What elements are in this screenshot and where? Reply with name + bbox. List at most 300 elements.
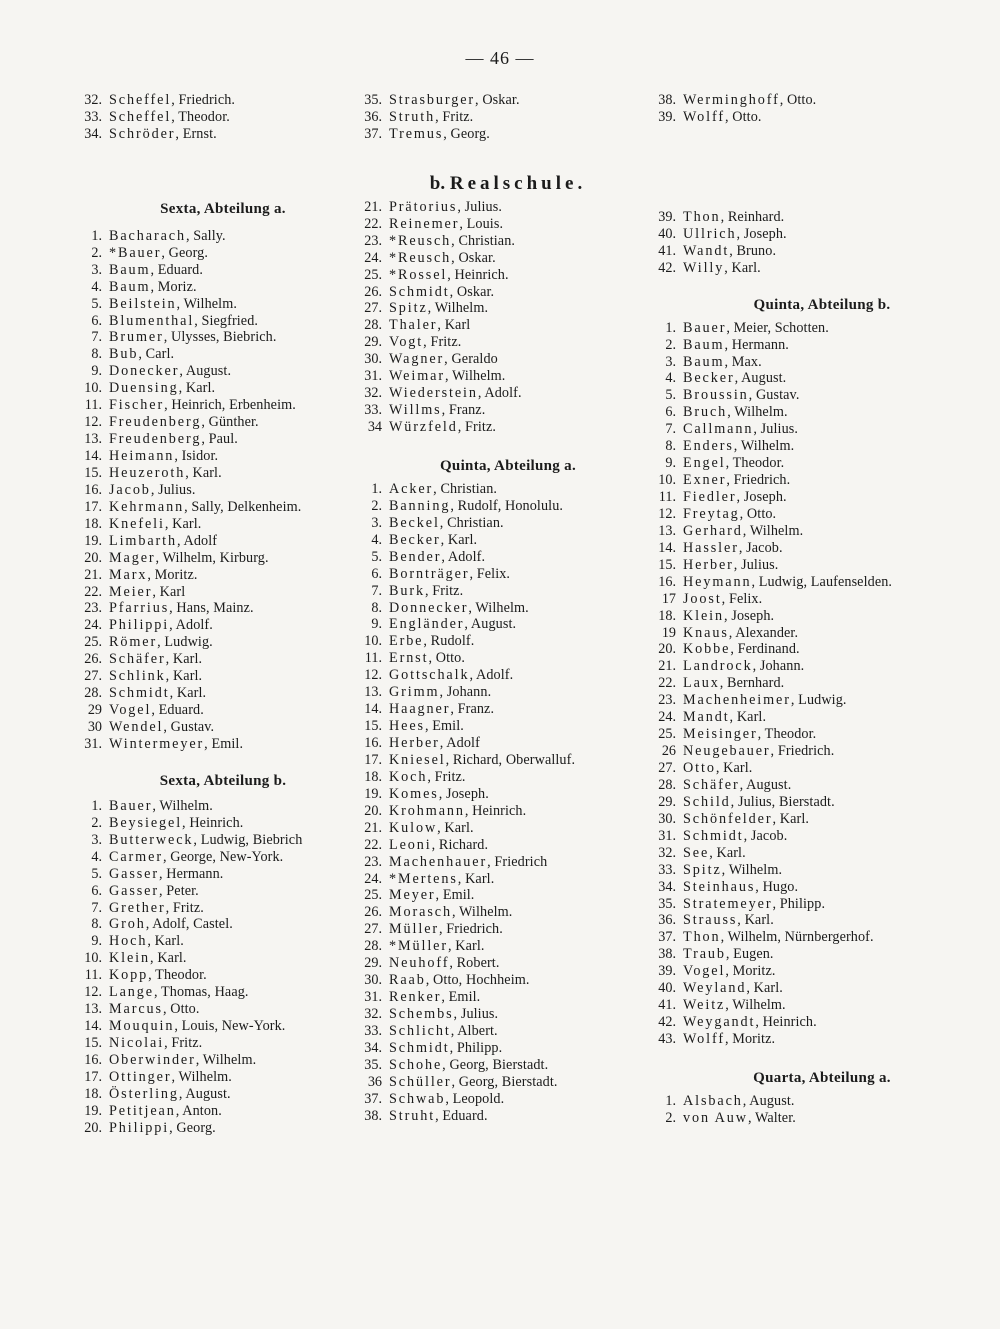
entry-text — [109, 296, 237, 313]
entry-number: 5. — [665, 387, 676, 404]
entry-text — [109, 431, 238, 448]
list-item — [78, 1035, 368, 1052]
surname: Haagner — [389, 701, 451, 718]
surname: Bornträger — [389, 565, 470, 582]
surname: Koch — [389, 768, 428, 785]
given-name: , Peter. — [159, 882, 199, 899]
list-item — [78, 296, 368, 313]
entry-number: 39. — [658, 108, 676, 125]
list-item — [358, 989, 658, 1006]
surname: Mager — [109, 549, 156, 566]
surname: Donecker — [109, 363, 180, 380]
entry-number: 26. — [84, 651, 102, 668]
surname: Petitjean — [109, 1102, 176, 1119]
entry-text — [109, 499, 301, 516]
entry-number: 42. — [658, 1014, 676, 1031]
surname: Groh — [109, 916, 146, 933]
entry-number: 16. — [364, 735, 382, 751]
entry-text — [683, 641, 800, 658]
entry-text — [109, 832, 302, 849]
entry-number: 33. — [84, 108, 102, 125]
entry-number: 7. — [665, 421, 676, 438]
surname: Bauer — [683, 319, 727, 336]
entry-text — [389, 820, 474, 837]
entry-text — [389, 109, 473, 126]
school-heading-prefix: b. — [429, 172, 450, 194]
surname: Willy — [683, 259, 725, 276]
list-item — [358, 402, 658, 419]
entry-number: 10. — [658, 472, 676, 489]
surname: *Müller — [389, 938, 449, 955]
name-list — [78, 92, 368, 143]
list-item — [358, 481, 658, 498]
surname: Römer — [109, 634, 158, 651]
list-item — [358, 368, 658, 385]
list-item — [358, 667, 658, 684]
list-item — [652, 209, 992, 226]
entry-text — [683, 320, 829, 337]
given-name: , Paul. — [201, 431, 238, 448]
entry-number: 41. — [658, 997, 676, 1014]
given-name: , Adolf. — [441, 548, 486, 565]
list-item — [358, 419, 658, 436]
list-item — [78, 482, 368, 499]
surname: von Auw — [683, 1109, 748, 1126]
given-name: , Wilhelm. — [721, 861, 783, 878]
entry-text — [109, 736, 243, 753]
entry-text — [683, 828, 787, 845]
list-item — [358, 216, 658, 233]
surname: Vogt — [389, 334, 424, 351]
given-name: , Julius, Bierstadt. — [730, 793, 835, 810]
entry-number: 28. — [658, 776, 676, 793]
entry-text — [109, 1052, 256, 1069]
given-name: , Albert. — [450, 1022, 498, 1039]
entry-number: 40. — [658, 980, 676, 997]
entry-number: 9. — [371, 616, 382, 633]
list-item — [78, 465, 368, 482]
entry-number: 3. — [665, 353, 676, 370]
given-name: , Wilhelm. — [725, 997, 786, 1014]
entry-text — [683, 608, 774, 625]
entry-text — [683, 574, 892, 591]
surname: Becker — [683, 370, 735, 387]
given-name: , Karl. — [165, 668, 203, 685]
entry-text — [109, 967, 207, 984]
list-item — [652, 387, 992, 404]
given-name: , Heinrich. — [755, 1014, 817, 1031]
entry-number: 37. — [364, 125, 382, 142]
given-name: , Thomas, Haag. — [153, 984, 249, 1001]
entry-text — [683, 557, 778, 574]
entry-number: 6. — [91, 312, 102, 329]
list-item — [652, 896, 992, 913]
list-item — [652, 862, 992, 879]
entry-number: 1. — [91, 227, 102, 244]
given-name: , August. — [178, 1085, 231, 1102]
entry-text — [109, 685, 206, 702]
given-name: , Richard. — [431, 836, 489, 853]
surname: Neuhoff — [389, 955, 450, 972]
surname: See — [683, 844, 710, 861]
entry-number: 2. — [91, 244, 102, 261]
entry-text — [389, 735, 480, 752]
surname: Hoch — [109, 933, 148, 950]
surname: Otto — [683, 760, 716, 776]
surname: Baum — [109, 278, 151, 295]
entry-text — [389, 250, 496, 267]
entry-text — [683, 777, 791, 794]
entry-number: 33. — [658, 861, 676, 878]
list-item — [78, 567, 368, 584]
surname: Oberwinder — [109, 1051, 196, 1068]
name-list — [652, 1093, 992, 1127]
entry-number: 18. — [84, 515, 102, 532]
entry-number: 7. — [91, 899, 102, 916]
given-name: , Wilhelm, Nürnbergerhof. — [720, 929, 874, 946]
entry-number: 15. — [658, 556, 676, 573]
list-item — [78, 92, 368, 109]
list-item — [78, 849, 368, 866]
surname: Gasser — [109, 865, 160, 882]
list-item — [358, 650, 658, 667]
entry-number: 31. — [364, 989, 382, 1006]
given-name: , August. — [739, 776, 792, 793]
entry-number: 4. — [665, 370, 676, 387]
entry-number: 11. — [84, 967, 102, 984]
entry-number: 5. — [91, 295, 102, 312]
entry-number: 23. — [84, 600, 102, 617]
name-list — [652, 92, 992, 126]
list-item — [78, 736, 368, 753]
list-item — [652, 675, 992, 692]
entry-text — [389, 972, 530, 989]
surname: Weimar — [389, 368, 445, 385]
entry-text — [389, 616, 516, 633]
school-heading — [358, 173, 658, 195]
entry-text — [109, 329, 276, 346]
given-name: , August. — [464, 616, 517, 633]
list-item — [652, 760, 992, 777]
entry-text — [389, 267, 509, 284]
entry-text — [683, 625, 798, 642]
entry-text — [109, 1069, 232, 1086]
entry-number: 25. — [84, 634, 102, 651]
list-item — [78, 1052, 368, 1069]
surname: Burk — [389, 582, 425, 599]
entry-text — [389, 633, 474, 650]
surname: Schlink — [109, 668, 166, 685]
surname: Thon — [683, 208, 721, 225]
surname: Prätorius — [389, 198, 458, 215]
entry-number: 6. — [371, 565, 382, 582]
entry-number: 30. — [364, 351, 382, 368]
entry-text — [109, 984, 249, 1001]
surname: Engländer — [389, 616, 465, 633]
given-name: , Hugo. — [755, 878, 799, 895]
list-item — [358, 921, 658, 938]
list-item — [358, 938, 658, 955]
list-item — [358, 1074, 658, 1091]
entry-number: 16. — [84, 1051, 102, 1068]
entry-text — [683, 879, 798, 896]
surname: Weyland — [683, 980, 747, 997]
given-name: , Georg, Bierstadt. — [451, 1073, 558, 1090]
surname: Weygandt — [683, 1014, 756, 1031]
list-item — [78, 600, 368, 617]
entry-text — [683, 912, 774, 929]
entry-number: 31. — [364, 368, 382, 385]
surname: Schmidt — [389, 283, 450, 300]
surname: Meier — [109, 583, 153, 600]
given-name: , Karl. — [165, 651, 203, 668]
entry-text — [683, 540, 783, 557]
given-name: , Bruno. — [729, 242, 777, 259]
column-middle — [358, 92, 658, 1125]
given-name: , Heinrich. — [464, 802, 527, 819]
list-item — [78, 719, 368, 736]
surname: Broussin — [683, 387, 749, 404]
list-item — [358, 300, 658, 317]
surname: Philippi — [109, 617, 170, 634]
given-name: , Ludwig. — [790, 692, 847, 709]
list-item — [358, 887, 658, 904]
entry-text — [109, 397, 296, 414]
given-name: , Karl. — [147, 933, 184, 950]
list-item — [358, 600, 658, 617]
list-item — [358, 583, 658, 600]
given-name: , Moriz. — [150, 278, 197, 295]
given-name: , Joseph. — [724, 607, 775, 624]
given-name: , Ulysses, Biebrich. — [163, 329, 277, 346]
surname: Landrock — [683, 658, 753, 675]
given-name: , Georg. — [443, 125, 490, 142]
list-item — [78, 228, 368, 245]
surname: Machenheimer — [683, 692, 791, 709]
entry-number: 8. — [665, 438, 676, 455]
name-list — [652, 209, 992, 277]
given-name: , Karl — [437, 317, 471, 334]
surname: Schmidt — [683, 827, 744, 844]
given-name: , Emil. — [204, 735, 244, 752]
entry-text — [389, 351, 498, 368]
entry-text — [389, 1057, 548, 1074]
entry-text — [109, 584, 185, 601]
list-item — [652, 658, 992, 675]
list-item — [78, 550, 368, 567]
list-item — [652, 828, 992, 845]
entry-number: 27. — [84, 668, 102, 685]
list-item — [652, 523, 992, 540]
list-item — [652, 980, 992, 997]
given-name: , Moritz. — [147, 566, 198, 583]
entry-number: 25. — [364, 887, 382, 904]
surname: Heymann — [683, 573, 752, 590]
entry-number: 26. — [364, 904, 382, 921]
surname: Exner — [683, 472, 727, 489]
given-name: , Reinhard. — [720, 208, 785, 225]
entry-number: 14. — [364, 701, 382, 718]
entry-text — [109, 228, 226, 245]
given-name: , Franz. — [450, 701, 495, 718]
list-item — [652, 574, 992, 591]
list-item — [652, 709, 992, 726]
entry-number: 19. — [364, 785, 382, 802]
list-item — [358, 549, 658, 566]
entry-number: 28. — [84, 685, 102, 702]
given-name: , Sally. — [185, 227, 226, 244]
surname: Nicolai — [109, 1035, 165, 1051]
list-item — [358, 1006, 658, 1023]
list-item — [652, 1110, 992, 1127]
entry-text — [683, 421, 798, 438]
entry-text — [683, 387, 799, 404]
entry-number: 12. — [84, 984, 102, 1001]
entry-number: 21. — [658, 658, 676, 675]
surname: Weitz — [683, 997, 726, 1014]
list-item — [358, 955, 658, 972]
surname: Hees — [389, 718, 425, 735]
surname: Marx — [109, 566, 148, 583]
entry-number: 20. — [658, 641, 676, 658]
entry-number: 22. — [84, 583, 102, 600]
entry-number: 36 — [367, 1073, 382, 1090]
surname: Grimm — [389, 684, 440, 701]
surname: Bub — [109, 346, 139, 363]
entry-text — [109, 279, 197, 296]
given-name: , George, New-York. — [162, 848, 284, 865]
entry-number: 21. — [364, 819, 382, 836]
entry-text — [389, 989, 480, 1006]
class-heading: Quinta, Abteilung a. — [439, 457, 577, 474]
given-name: , Hermann. — [724, 336, 789, 353]
entry-number: 15. — [364, 718, 382, 735]
given-name: , Meier, Schotten. — [726, 319, 829, 336]
given-name: , Emil. — [424, 718, 464, 735]
surname: Heimann — [109, 448, 175, 464]
list-item — [358, 250, 658, 267]
entry-text — [683, 260, 761, 277]
surname: Werminghoff — [683, 92, 780, 108]
given-name: , Felix. — [469, 565, 511, 582]
given-name: , Eduard. — [151, 702, 204, 719]
surname: Fiedler — [683, 489, 737, 505]
entry-text — [683, 337, 789, 354]
entry-number: 28. — [364, 317, 382, 334]
given-name: , Julius. — [150, 481, 196, 498]
entry-number: 27. — [364, 300, 382, 317]
list-item — [358, 820, 658, 837]
given-name: , Karl. — [440, 531, 478, 548]
list-item — [358, 317, 658, 334]
list-item — [358, 334, 658, 351]
given-name: , Georg. — [169, 1119, 216, 1136]
entry-number: 9. — [91, 363, 102, 380]
entry-text — [683, 591, 762, 608]
given-name: , Joseph. — [438, 785, 489, 802]
given-name: , August. — [742, 1092, 795, 1109]
list-item — [358, 1057, 658, 1074]
entry-text — [389, 667, 513, 684]
entry-text — [389, 1091, 504, 1108]
entry-number: 5. — [91, 865, 102, 882]
given-name: , Adolf. — [469, 667, 514, 684]
entry-text — [109, 900, 204, 917]
entry-number: 13. — [658, 522, 676, 539]
entry-text — [683, 209, 784, 226]
list-item — [652, 1014, 992, 1031]
surname: Mouquin — [109, 1018, 175, 1035]
surname: Brumer — [109, 329, 164, 346]
entry-text — [389, 1108, 488, 1125]
entry-number: 1. — [665, 1092, 676, 1109]
given-name: , Wilhelm. — [742, 522, 804, 539]
surname: Struth — [389, 108, 436, 125]
list-item — [358, 284, 658, 301]
entry-number: 16. — [658, 573, 676, 590]
list-item — [652, 489, 992, 506]
given-name: , Otto. — [428, 650, 466, 667]
entry-text — [389, 921, 503, 938]
given-name: , Karl. — [715, 760, 753, 776]
surname: Alsbach — [683, 1092, 743, 1109]
given-name: , Joseph. — [736, 225, 787, 242]
entry-text — [109, 634, 213, 651]
list-item — [78, 866, 368, 883]
entry-number: 11. — [658, 489, 676, 505]
entry-number: 19 — [661, 624, 676, 641]
surname: Spitz — [683, 861, 722, 878]
entry-number: 32. — [658, 844, 676, 861]
entry-text — [109, 448, 218, 465]
entry-number: 17. — [84, 498, 102, 515]
list-item — [78, 431, 368, 448]
given-name: , Karl. — [737, 912, 774, 929]
given-name: , Wilhelm. — [427, 300, 489, 317]
entry-text — [389, 701, 494, 718]
list-item — [652, 354, 992, 371]
surname: Scheffel — [109, 108, 172, 125]
entry-number: 25. — [658, 726, 676, 743]
entry-number: 25. — [364, 266, 382, 283]
entry-text — [389, 871, 494, 888]
surname: Heuzeroth — [109, 464, 186, 481]
given-name: , Richard, Oberwalluf. — [445, 751, 576, 768]
given-name: , Christian. — [433, 480, 498, 497]
entry-text — [683, 675, 784, 692]
entry-number: 29 — [87, 702, 102, 719]
given-name: , Johann. — [439, 684, 492, 701]
given-name: , Wilhelm. — [171, 1068, 232, 1085]
list-item — [78, 900, 368, 917]
surname: Schönfelder — [683, 810, 773, 827]
given-name: , Fritz. — [427, 768, 466, 785]
given-name: , Karl. — [164, 515, 202, 532]
entry-text — [389, 92, 520, 109]
surname: Limbarth — [109, 532, 177, 549]
entry-number: 27. — [364, 921, 382, 938]
entry-number: 13. — [364, 684, 382, 701]
surname: Schwab — [389, 1090, 446, 1107]
surname: Duensing — [109, 380, 179, 397]
entry-text — [109, 617, 213, 634]
entry-number: 9. — [665, 455, 676, 472]
entry-number: 24. — [84, 617, 102, 634]
entry-number: 42. — [658, 259, 676, 276]
list-item — [78, 126, 368, 143]
entry-number: 26 — [661, 743, 676, 760]
entry-number: 20. — [364, 802, 382, 819]
